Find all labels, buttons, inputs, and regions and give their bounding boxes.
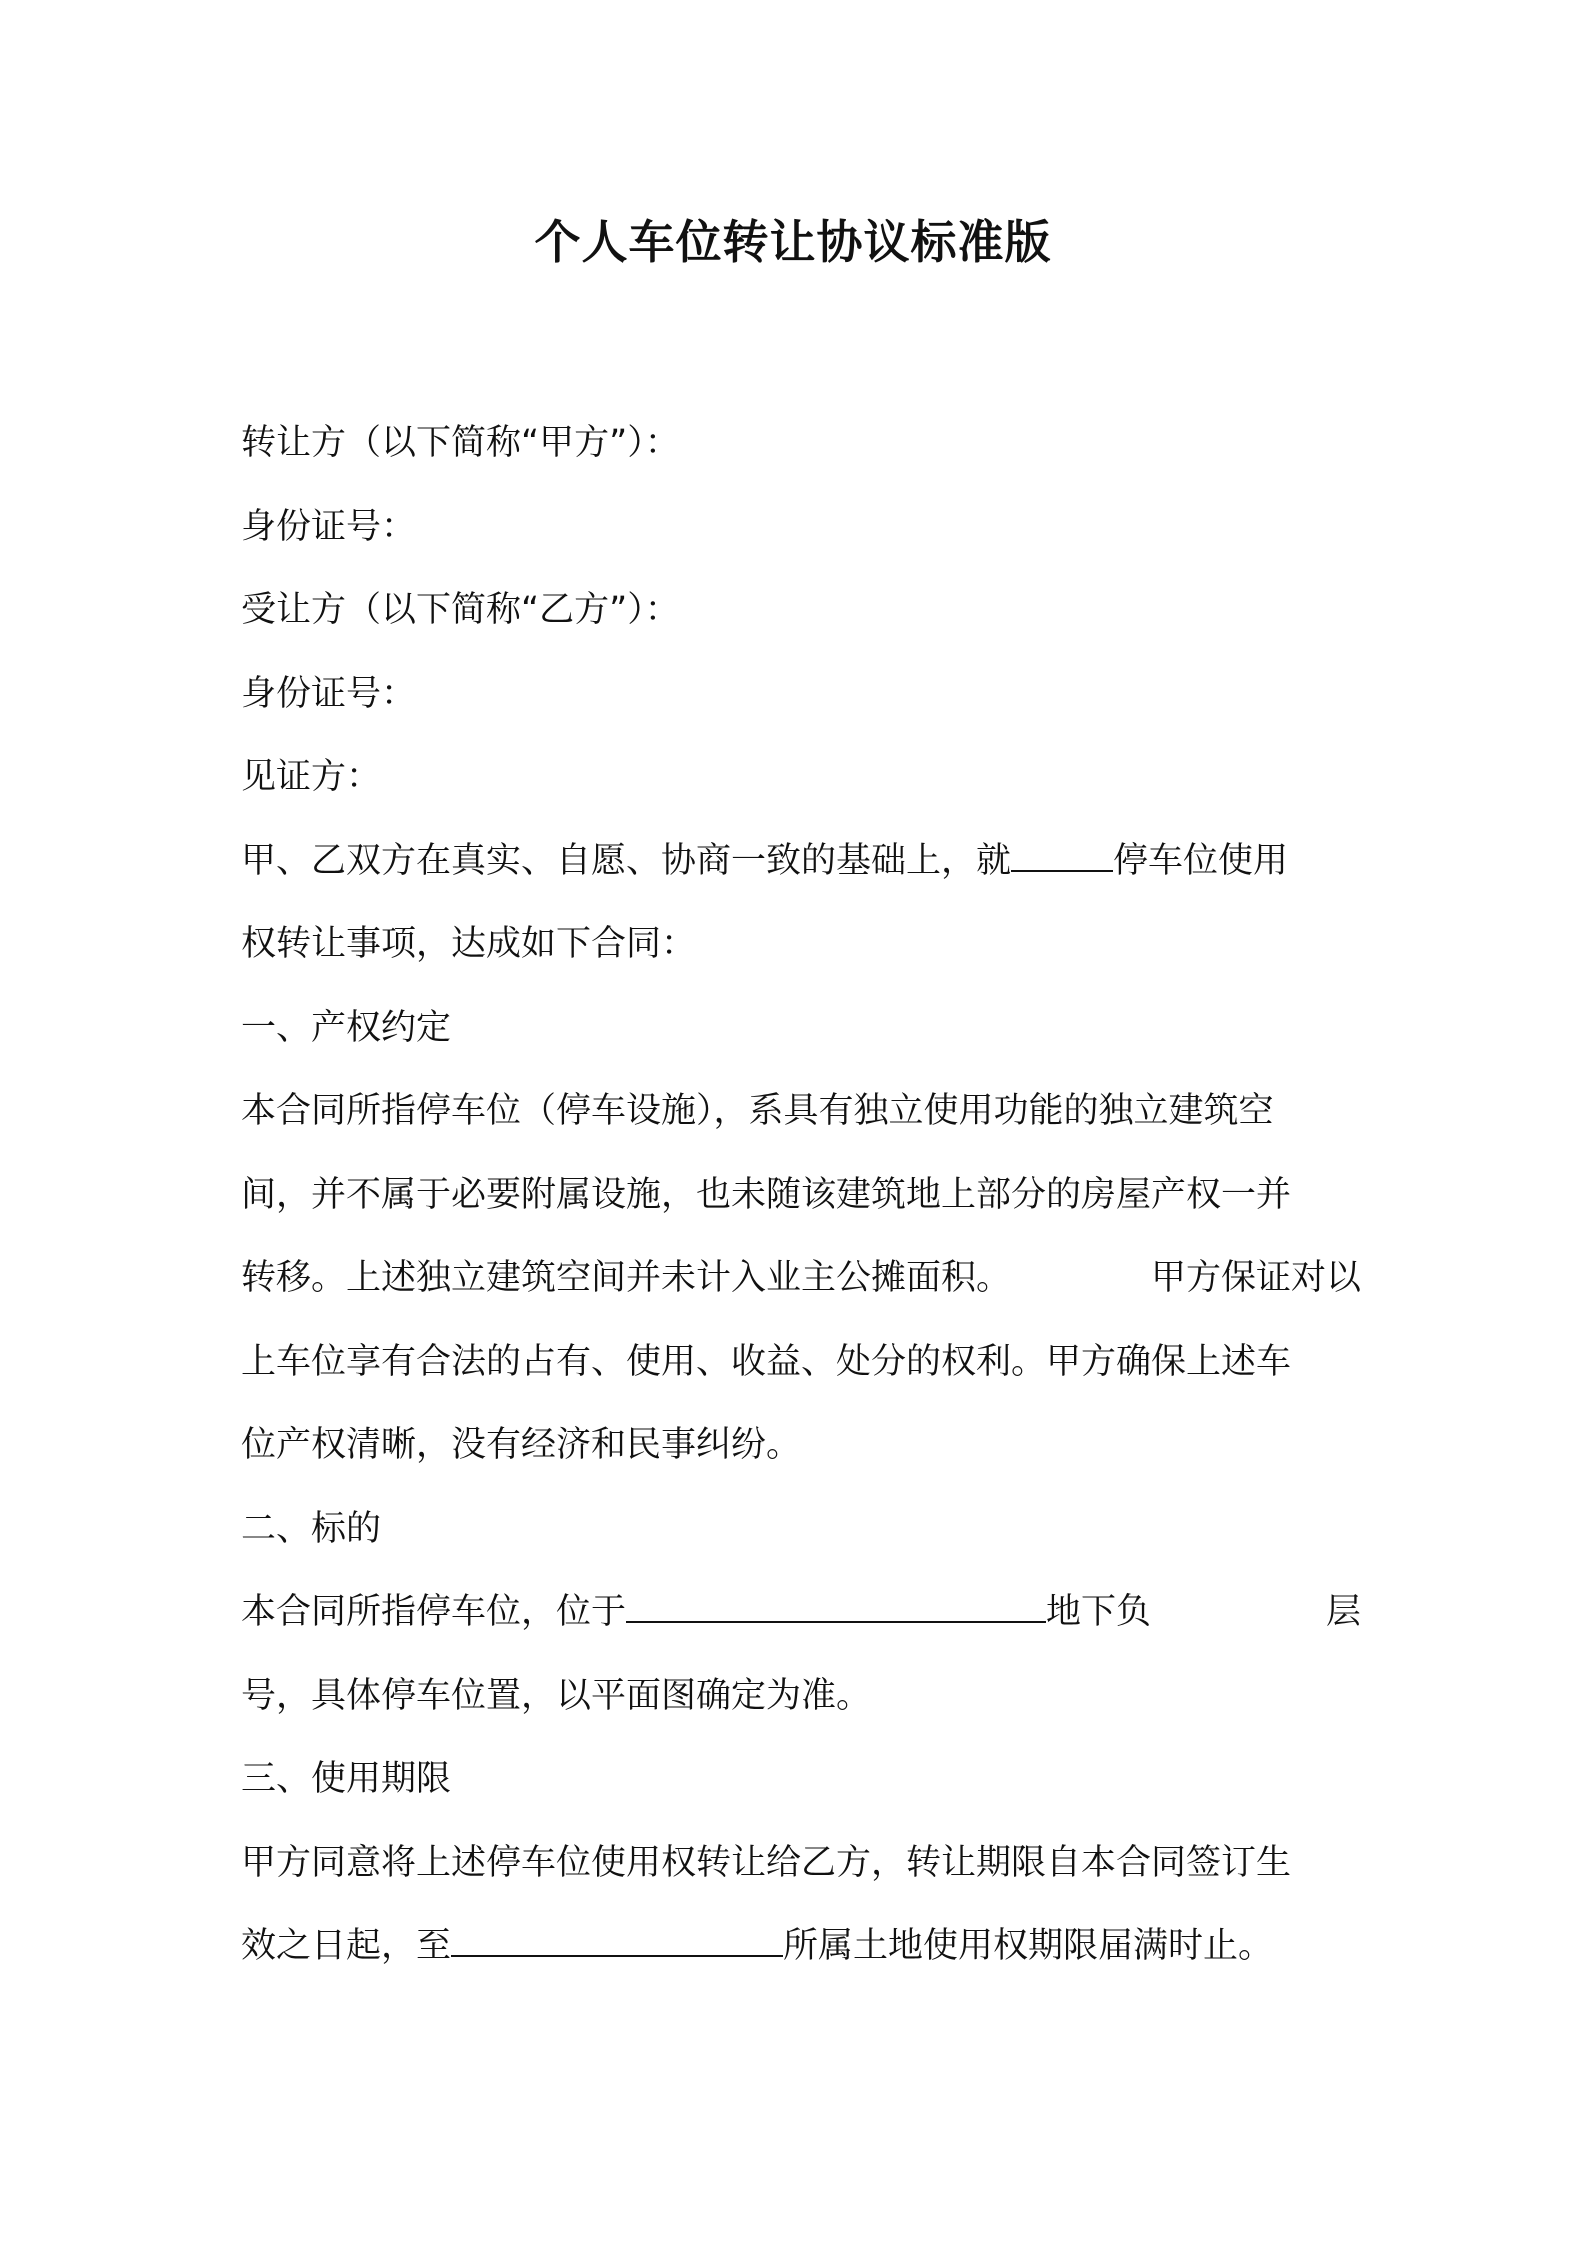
section-3-text-a: 效之日起，至 — [241, 1926, 452, 1966]
transferor-line: 转让方（以下简称“甲方”）： — [241, 423, 680, 463]
document-body — [241, 402, 1361, 1989]
section-1-line-5: 位产权清晰，没有经济和民事纠纷。 — [241, 1425, 802, 1465]
preamble-text-a: 甲、乙双方在真实、自愿、协商一致的基础上，就 — [241, 840, 1012, 881]
section-2-line-1 — [241, 1571, 1361, 1655]
transferee-id-line: 身份证号： — [241, 673, 417, 714]
section-1-line-3a: 转移。上述独立建筑空间并未计入业主公摊面积。 — [241, 1258, 1012, 1298]
section-1-line-4: 上车位享有合法的占有、使用、收益、处分的权利。甲方确保上述车 — [241, 1341, 1292, 1382]
section-2-text-a: 本合同所指停车位，位于 — [241, 1592, 627, 1632]
section-2-text-c: 层 — [1325, 1592, 1361, 1632]
section-2-line-1-left — [241, 1571, 1151, 1655]
section-3-line-1: 甲方同意将上述停车位使用权转让给乙方，转让期限自本合同签订生 — [241, 1842, 1292, 1883]
section-1-heading: 一、产权约定 — [241, 1007, 452, 1048]
preamble-text-b: 停车位使用 — [1113, 840, 1289, 881]
parking-location-blank — [1011, 836, 1113, 872]
transferee-line: 受让方（以下简称“乙方”）： — [241, 590, 680, 630]
document-title: 个人车位转让协议标准版 — [534, 215, 1052, 269]
section-3-text-b: 所属土地使用权期限届满时止。 — [783, 1926, 1274, 1966]
section-2-line-2: 号，具体停车位置，以平面图确定为准。 — [241, 1675, 872, 1716]
preamble-line-1 — [241, 820, 1361, 904]
expiry-date-blank — [451, 1921, 783, 1957]
section-1-line-2: 间，并不属于必要附属设施，也未随该建筑地上部分的房屋产权一并 — [241, 1174, 1292, 1215]
section-2-heading: 二、标的 — [241, 1508, 382, 1549]
section-3-line-2 — [241, 1905, 1361, 1989]
section-1-line-3b: 甲方保证对以 — [1150, 1258, 1361, 1298]
witness-line: 见证方： — [241, 757, 382, 797]
transferor-id-line: 身份证号： — [241, 506, 417, 547]
preamble-line-2: 权转让事项，达成如下合同： — [241, 924, 697, 964]
parking-address-blank — [626, 1587, 1046, 1623]
section-3-heading: 三、使用期限 — [241, 1759, 452, 1799]
section-2-text-b: 地下负 — [1046, 1592, 1152, 1632]
section-1-line-3 — [241, 1237, 1361, 1321]
section-1-line-1: 本合同所指停车位（停车设施），系具有独立使用功能的独立建筑空 — [241, 1091, 1274, 1131]
